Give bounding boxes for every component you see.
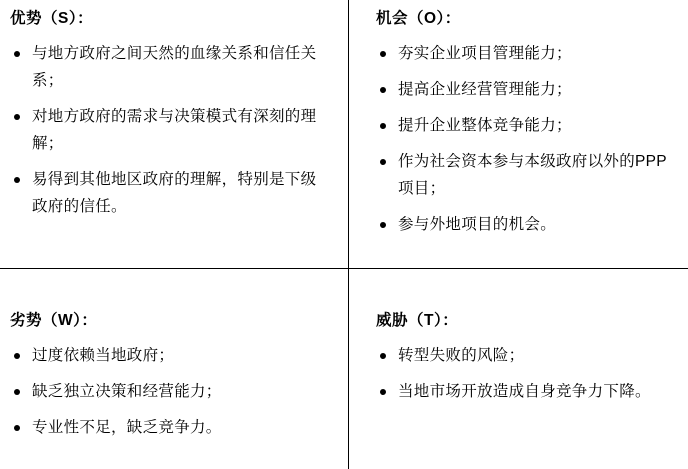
quadrant-opportunities-list <box>376 40 670 239</box>
list-item: 作为社会资本参与本级政府以外的PPP项目； <box>376 148 670 202</box>
list-item: 易得到其他地区政府的理解，特别是下级政府的信任。 <box>10 166 330 220</box>
list-item: 夯实企业项目管理能力； <box>376 40 670 67</box>
list-item: 提升企业整体竞争能力； <box>376 112 670 139</box>
quadrant-threats <box>348 268 688 469</box>
list-item: 过度依赖当地政府； <box>10 342 330 369</box>
quadrant-threats-title: 威胁（T）： <box>376 312 459 329</box>
quadrant-threats-list <box>376 342 670 405</box>
quadrant-weaknesses <box>0 268 348 469</box>
list-item: 缺乏独立决策和经营能力； <box>10 378 330 405</box>
list-item: 专业性不足，缺乏竞争力。 <box>10 414 330 441</box>
quadrant-strengths-list <box>10 40 330 221</box>
list-item: 转型失败的风险； <box>376 342 670 369</box>
list-item: 提高企业经营管理能力； <box>376 76 670 103</box>
quadrant-weaknesses-title: 劣势（W）： <box>10 312 98 329</box>
list-item: 参与外地项目的机会。 <box>376 211 670 238</box>
quadrant-opportunities <box>348 0 688 268</box>
vertical-divider <box>348 0 349 469</box>
horizontal-divider <box>0 268 688 269</box>
list-item: 与地方政府之间天然的血缘关系和信任关系； <box>10 40 330 94</box>
quadrant-strengths <box>0 0 348 268</box>
list-item: 对地方政府的需求与决策模式有深刻的理解； <box>10 103 330 157</box>
quadrant-strengths-title: 优势（S）： <box>10 10 94 27</box>
list-item: 当地市场开放造成自身竞争力下降。 <box>376 378 670 405</box>
quadrant-weaknesses-list <box>10 342 330 441</box>
quadrant-opportunities-title: 机会（O）： <box>376 10 461 27</box>
